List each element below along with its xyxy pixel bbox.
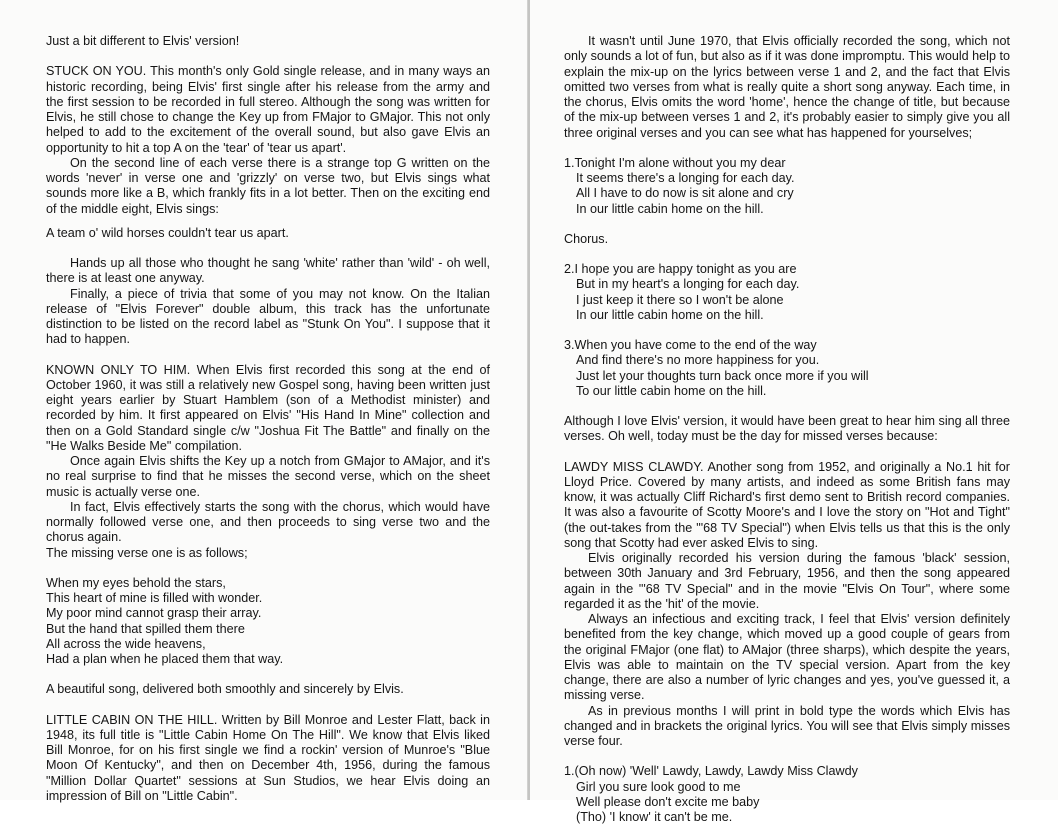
known-only-to-him-paragraph: KNOWN ONLY TO HIM. When Elvis first recorded this song at the end of October 1960, it was still a relatively new Gospel song, having been written just eight years earlier by Stuart Hamblem (son of a Methodist minister) and recorded by him. It first appeared on Elvis' "His Hand In Mine" collection and then on a Gold Standard single c/w "Joshua Fit The Battle" and finally on the "He Walks Beside Me" compilation. bbox=[46, 362, 490, 453]
although-paragraph: Although I love Elvis' version, it would have been great to hear him sing all three verses. Oh well, today must be the day for missed verses because: bbox=[564, 414, 1010, 444]
verse-line: 1.(Oh now) 'Well' Lawdy, Lawdy, Lawdy Miss Clawdy bbox=[564, 764, 858, 779]
lawdy-miss-clawdy-paragraph-3: Always an infectious and exciting track, I feel that Elvis' version definitely benefited from the key change, which moved up a good couple of gears from the original FMajor (one flat) to AMajor (three sharps), which despite the years, Elvis was able to maintain on the TV special version. Apart from the key change, there are also a number of lyric changes and yes, you've guessed it, a missing verse. bbox=[564, 612, 1010, 703]
beautiful-song-line: A beautiful song, delivered both smoothly and sincerely by Elvis. bbox=[46, 682, 404, 697]
right-page bbox=[530, 0, 1058, 824]
verse-line: (Tho) 'I know' it can't be me. bbox=[576, 810, 733, 824]
known-only-to-him-paragraph-2: Once again Elvis shifts the Key up a notch from GMajor to AMajor, and it's no real surprise to find that he misses the second verse, which on the sheet music is actually verse one. bbox=[46, 454, 490, 499]
verse-line: I just keep it there so I won't be alone bbox=[576, 292, 784, 307]
lawdy-lyrics bbox=[564, 764, 1010, 825]
verse-line: 2.I hope you are happy tonight as you are bbox=[564, 262, 797, 276]
verse-line: Girl you sure look good to me bbox=[576, 779, 741, 794]
verse-line: 1.Tonight I'm alone without you my dear bbox=[564, 155, 786, 170]
verse-line: In our little cabin home on the hill. bbox=[576, 307, 764, 322]
stuck-on-you-paragraph-4: Finally, a piece of trivia that some of you may not know. On the Italian release of "Elvis Forever" double album, this track has the unfortunate distinction to be listed on the record label as "Stunk On You". I suppose that it had to happen. bbox=[46, 286, 490, 347]
lawdy-miss-clawdy-paragraph-4: As in previous months I will print in bold type the words which Elvis has changed and in brackets the original lyrics. You will see that Elvis simply misses verse four. bbox=[564, 703, 1010, 748]
verse-one bbox=[564, 156, 1010, 217]
verse-line: My poor mind cannot grasp their array. bbox=[46, 606, 262, 621]
stuck-on-you-paragraph: STUCK ON YOU. This month's only Gold single release, and in many ways an historic recording, being Elvis' first single after his release from the army and the first session to be recorded in full stereo. Although the song was written for Elvis, he still chose to change the Key up from FMajor to GMajor. This not only helped to add to the excitement of the overall sound, but also gave Elvis an opportunity to hit a top A on the 'tear' of 'tear us apart'. bbox=[46, 64, 490, 155]
left-page bbox=[0, 0, 528, 803]
right-page-text bbox=[564, 34, 1010, 825]
stuck-on-you-paragraph-2: On the second line of each verse there is a strange top G written on the words 'never' in verse one and 'grizzly' on verse two, but Elvis sings what sounds more like a B, which frankly fits in a lot better. Then on the exciting end of the middle eight, Elvis sings: bbox=[46, 155, 490, 216]
chorus-label: Chorus. bbox=[564, 231, 609, 246]
lawdy-miss-clawdy-paragraph: LAWDY MISS CLAWDY. Another song from 1952, and originally a No.1 hit for Lloyd Price. Covered by many artists, and indeed as some British fans may know, it was actually Cliff Richard's first demo sent to British record companies. It was also a favourite of Scotty Moore's and I love the story on "Hot and Tight" (the out-takes from the "'68 TV Special") when Elvis tells us that this is the only song that Scotty had ever asked Elvis to sing. bbox=[564, 459, 1010, 550]
verse-line: 3.When you have come to the end of the way bbox=[564, 338, 817, 352]
verse-line: This heart of mine is filled with wonder. bbox=[46, 591, 263, 605]
missing-verse bbox=[46, 576, 490, 668]
verse-two bbox=[564, 262, 1010, 323]
verse-line: All I have to do now is sit alone and cry bbox=[576, 186, 794, 201]
little-cabin-continued-paragraph: It wasn't until June 1970, that Elvis officially recorded the song, which not only sounds a lot of fun, but also as if it was done impromptu. This would help to explain the mix-up on the lyrics between verse 1 and 2, and the fact that Elvis omitted two verses from what is really quite a short song anyway. Each time, in the chorus, Elvis omits the word 'home', hence the change of title, but because of the mix-up between verses 1 and 2, it's probably easier to simply give you all three original verses and you can see what has happened for yourselves; bbox=[564, 34, 1010, 140]
lyric-quote: A team o' wild horses couldn't tear us apart. bbox=[46, 225, 289, 240]
verse-line: But in my heart's a longing for each day. bbox=[576, 277, 800, 292]
known-only-to-him-paragraph-3: In fact, Elvis effectively starts the song with the chorus, which would have normally followed verse one, and then proceeds to sing verse two and the chorus again. bbox=[46, 499, 490, 545]
verse-line: When my eyes behold the stars, bbox=[46, 575, 226, 590]
stuck-on-you-paragraph-3: Hands up all those who thought he sang 'white' rather than 'wild' - oh well, there is at least one anyway. bbox=[46, 256, 490, 286]
left-page-text bbox=[46, 34, 490, 804]
verse-line: Had a plan when he placed them that way. bbox=[46, 652, 284, 666]
verse-line: But the hand that spilled them there bbox=[46, 621, 245, 636]
little-cabin-paragraph: LITTLE CABIN ON THE HILL. Written by Bill Monroe and Lester Flatt, back in 1948, its full title is "Little Cabin Home On The Hill". We know that Elvis liked Bill Monroe, for on his first single we find a rockin' version of Munroe's "Blue Moon Of Kentucky", and then on December 4th, 1956, during the famous "Million Dollar Quartet" sessions at Sun Studios, we hear Elvis doing an impression of Bill on "Little Cabin". bbox=[46, 712, 490, 803]
verse-line: All across the wide heavens, bbox=[46, 636, 206, 651]
missing-verse-intro: The missing verse one is as follows; bbox=[46, 545, 248, 560]
verse-line: It seems there's a longing for each day. bbox=[576, 171, 795, 185]
verse-line: To our little cabin home on the hill. bbox=[576, 383, 767, 398]
verse-line: Well please don't excite me baby bbox=[576, 794, 760, 809]
verse-three bbox=[564, 338, 1010, 399]
verse-line: In our little cabin home on the hill. bbox=[576, 201, 764, 216]
verse-line: And find there's no more happiness for you. bbox=[576, 353, 820, 368]
intro-line: Just a bit different to Elvis' version! bbox=[46, 34, 240, 48]
lawdy-miss-clawdy-paragraph-2: Elvis originally recorded his version during the famous 'black' session, between 30th January and 3rd February, 1956, and then the song appeared again in the "'68 TV Special" and in the movie "Elvis On Tour", where some regarded it as the 'hit' of the movie. bbox=[564, 551, 1010, 611]
verse-line: Just let your thoughts turn back once more if you will bbox=[576, 368, 869, 383]
